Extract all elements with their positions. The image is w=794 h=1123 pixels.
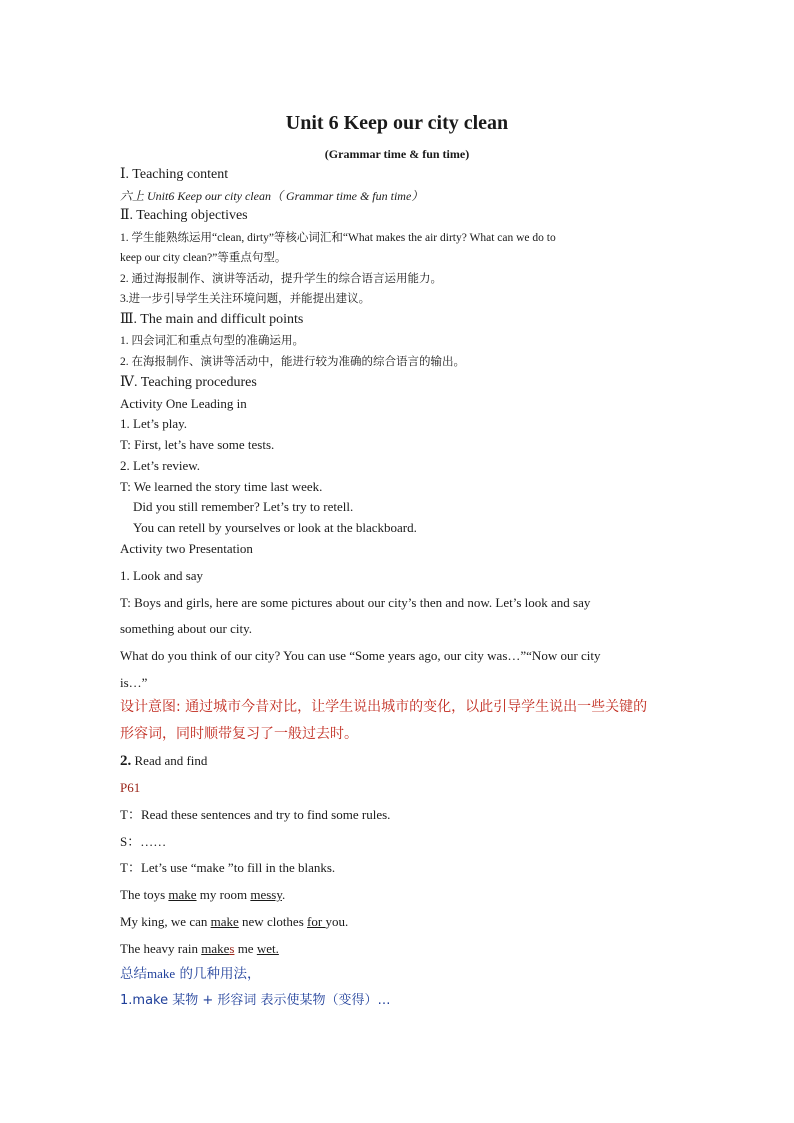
section-4-number: Ⅳ. [120, 375, 138, 390]
teacher-instruction: T：Let’s use “make ”to fill in the blanks. [120, 860, 336, 875]
objective-1-line-2: keep our city clean?”等重点句型。 [120, 252, 287, 264]
read-and-find-label: Read and find [131, 753, 208, 768]
section-4-heading [120, 375, 257, 391]
section-3-heading [120, 312, 303, 328]
look-and-say-heading: 1. Look and say [120, 568, 204, 583]
example-sentence-2 [120, 914, 348, 930]
teacher-line: something about our city. [120, 621, 253, 636]
teacher-line: is…” [120, 675, 148, 690]
sentence-text: new clothes [238, 914, 308, 929]
section-3-title: The main and difficult points [137, 312, 304, 327]
summary-label: 总结 [120, 966, 147, 982]
sentence-text: The toys [120, 887, 169, 902]
summary-heading [120, 966, 260, 982]
underlined-word: make [168, 887, 197, 902]
example-sentence-1 [120, 887, 285, 903]
read-and-find-heading [120, 753, 207, 769]
page-subtitle: (Grammar time & fun time) [324, 147, 470, 161]
underlined-word: make [201, 941, 230, 956]
underlined-word: for [307, 914, 326, 929]
procedure-line: T: We learned the story time last week. [120, 479, 323, 494]
objective-2: 2. 通过海报制作、演讲等活动，提升学生的综合语言运用能力。 [120, 273, 442, 285]
section-1-heading [120, 167, 228, 183]
teacher-line: What do you think of our city? You can use “Some years ago, our city was…”“Now our city [120, 648, 601, 663]
read-and-find-number: 2. [120, 753, 132, 769]
sentence-text: The heavy rain [120, 941, 202, 956]
sentence-text: . [282, 887, 286, 902]
section-1-title: Teaching content [129, 167, 229, 182]
sentence-text: you. [325, 914, 349, 929]
section-2-heading [120, 208, 248, 224]
objective-1-line-1: 1. 学生能熟练运用“clean, dirty”等核心词汇和“What makes the air dirty? What can we do to [120, 232, 556, 244]
page-title: Unit 6 Keep our city clean [285, 112, 509, 134]
design-intent-line-1: 设计意图: 通过城市今昔对比，让学生说出城市的变化，以此引导学生说出一些关键的 [120, 699, 648, 715]
section-2-number: Ⅱ. [120, 208, 134, 223]
student-response: S：…… [120, 834, 167, 849]
section-2-title: Teaching objectives [133, 208, 248, 223]
sentence-text: me [234, 941, 257, 956]
summary-label: 的几种用法， [175, 966, 261, 982]
activity-two-heading: Activity two Presentation [120, 541, 253, 556]
procedure-line: T: First, let’s have some tests. [120, 437, 275, 452]
example-sentence-3 [120, 941, 279, 957]
underlined-word: wet. [256, 941, 279, 956]
usage-rule-1: 1.make 某物 + 形容词 表示使某物（变得）… [120, 993, 391, 1008]
underlined-word: make [210, 914, 239, 929]
design-intent-line-2: 形容词，同时顺带复习了一般过去时。 [120, 726, 358, 742]
sentence-text: My king, we can [120, 914, 211, 929]
section-4-title: Teaching procedures [137, 375, 257, 390]
summary-keyword: make [147, 966, 176, 981]
section-3-number: Ⅲ. [120, 312, 138, 327]
objective-3: 3.进一步引导学生关注环境问题，并能提出建议。 [120, 293, 371, 305]
point-2: 2. 在海报制作、演讲等活动中，能进行较为准确的综合语言的输出。 [120, 356, 465, 368]
page-reference: P61 [120, 780, 141, 795]
sentence-text: my room [196, 887, 251, 902]
underlined-word: messy [250, 887, 283, 902]
procedure-line: 1. Let’s play. [120, 416, 188, 431]
teacher-line: T: Boys and girls, here are some pictures about our city’s then and now. Let’s look and say [120, 595, 591, 610]
procedure-line: Did you still remember? Let’s try to retell. [133, 499, 354, 514]
underlined-suffix: s [229, 941, 235, 956]
section-1-body: 六上 Unit6 Keep our city clean（ Grammar time & fun time） [120, 189, 424, 203]
section-1-number: Ⅰ. [120, 167, 130, 182]
procedure-line: You can retell by yourselves or look at the blackboard. [133, 520, 417, 535]
point-1: 1. 四会词汇和重点句型的准确运用。 [120, 335, 304, 347]
teacher-instruction: T：Read these sentences and try to find some rules. [120, 807, 391, 822]
procedure-line: 2. Let’s review. [120, 458, 201, 473]
activity-one-heading: Activity One Leading in [120, 396, 247, 411]
